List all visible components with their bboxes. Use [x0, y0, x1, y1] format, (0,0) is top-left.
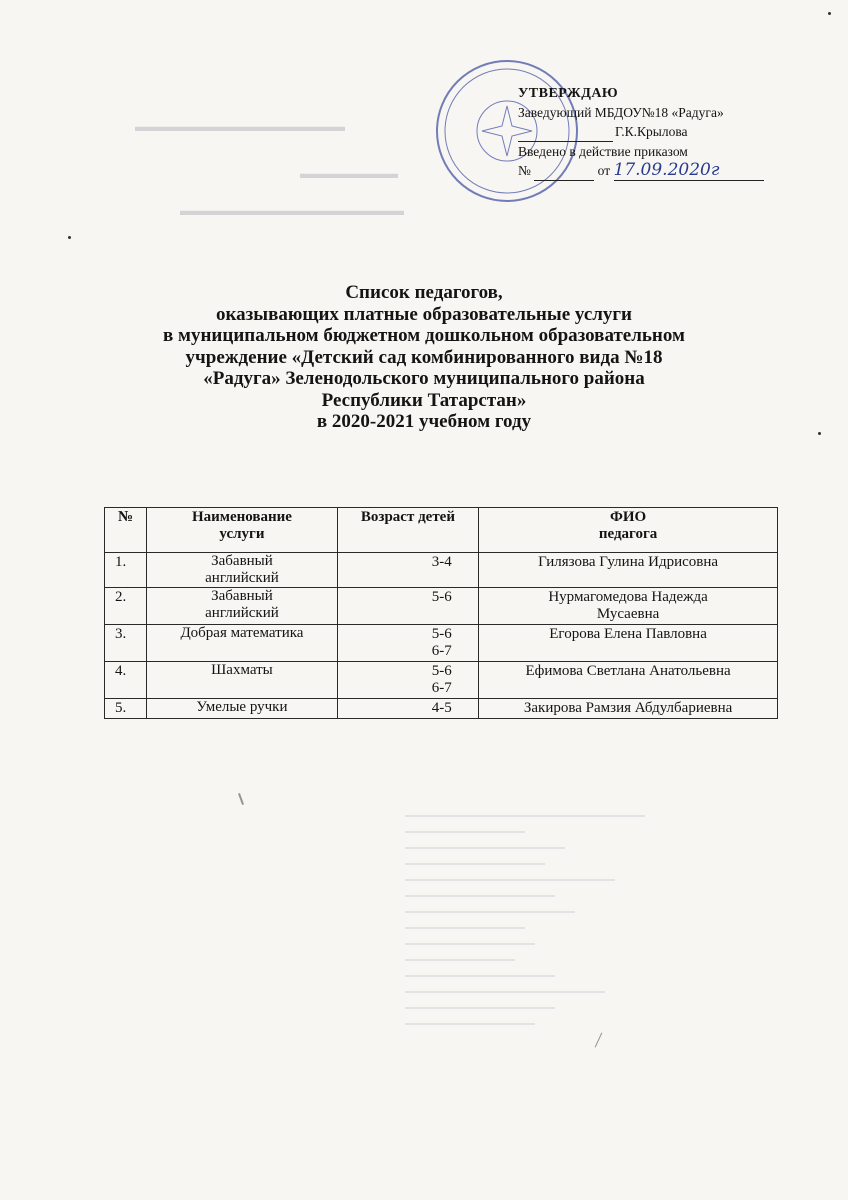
heading-line: Список педагогов, [345, 282, 503, 303]
scan-speck [818, 432, 821, 435]
age-line: 4-5 [431, 700, 452, 716]
service-line: английский [205, 570, 279, 586]
order-date-handwritten: 17.09.2020г [614, 161, 764, 181]
bleed-through-lines [405, 815, 705, 1039]
approval-block [518, 84, 818, 181]
row-service [147, 662, 338, 699]
age-line: 6-7 [431, 643, 452, 659]
service-line: Забавный [211, 588, 273, 604]
teachers-table [104, 507, 778, 719]
table-row [105, 588, 778, 625]
row-teacher [479, 553, 778, 588]
row-service [147, 625, 338, 662]
service-line: Умелые ручки [196, 699, 288, 715]
heading-line: оказывающих платные образовательные услуги [216, 303, 632, 325]
scan-speck [828, 12, 831, 15]
signature-line [518, 122, 613, 142]
heading-line: учреждение «Детский сад комбинированного вида №18 [185, 346, 663, 368]
heading-line: Республики Татарстан» [321, 389, 527, 411]
teacher-line: Закирова Рамзия Абдулбариевна [523, 700, 733, 716]
table-row [105, 625, 778, 662]
row-teacher [479, 625, 778, 662]
header-teacher-line: ФИО [609, 509, 647, 525]
teacher-line: Мусаевна [596, 606, 660, 622]
header-service [147, 508, 338, 553]
header-service-line: Наименование [191, 509, 292, 525]
row-service [147, 588, 338, 625]
service-line: Забавный [211, 553, 273, 569]
age-line: 3-4 [431, 554, 452, 570]
age-line: 5-6 [431, 663, 452, 679]
row-num: 5. [105, 699, 147, 719]
heading-line: в муниципальном бюджетном дошкольном образовательном [163, 325, 685, 346]
teacher-line: Ефимова Светлана Анатольевна [525, 663, 731, 679]
approval-title: УТВЕРЖДАЮ [518, 86, 619, 101]
age-line: 6-7 [431, 680, 452, 696]
header-age: Возраст детей [337, 508, 478, 553]
row-age [337, 553, 478, 588]
bleed-through-text: ▬▬▬▬▬▬▬ [300, 165, 398, 181]
table-header-row [105, 508, 778, 553]
row-num: 3. [105, 625, 147, 662]
table-row [105, 699, 778, 719]
header-teacher-line: педагога [598, 526, 658, 542]
teacher-line: Егорова Елена Павловна [549, 626, 707, 642]
heading-line: «Радуга» Зеленодольского муниципального района [203, 368, 645, 389]
header-teacher [479, 508, 778, 553]
header-num: № [105, 508, 147, 553]
order-number-line [534, 161, 594, 181]
approval-position: Заведующий МБДОУ№18 «Радуга» [518, 105, 724, 120]
table-row [105, 553, 778, 588]
approval-signature-row [518, 122, 818, 142]
row-teacher [479, 662, 778, 699]
bleed-through-text: ▬▬▬▬▬▬▬▬▬▬▬▬▬▬▬ [135, 118, 345, 134]
table-row [105, 662, 778, 699]
row-teacher [479, 588, 778, 625]
order-number-label: № [518, 163, 531, 178]
service-line: Добрая математика [180, 625, 304, 641]
row-age [337, 588, 478, 625]
row-age [337, 625, 478, 662]
row-service [147, 553, 338, 588]
row-teacher [479, 699, 778, 719]
service-line: Шахматы [211, 662, 273, 678]
age-line: 5-6 [431, 589, 452, 605]
bleed-through-text: ▬▬▬▬▬▬▬▬▬▬▬▬▬▬▬▬ [180, 202, 404, 218]
row-num: 1. [105, 553, 147, 588]
row-age [337, 662, 478, 699]
teacher-line: Нурмагомедова Надежда [548, 589, 708, 605]
row-service [147, 699, 338, 719]
approval-order-text: Введено в действие приказом [518, 144, 688, 159]
document-heading [60, 282, 788, 433]
teacher-line: Гилязова Гулина Идрисовна [538, 554, 719, 570]
approval-order-row [518, 161, 818, 181]
heading-line: в 2020-2021 учебном году [316, 411, 532, 432]
service-line: английский [205, 605, 279, 621]
header-service-line: услуги [219, 526, 265, 542]
approval-signer: Г.К.Крылова [615, 124, 688, 139]
row-num: 4. [105, 662, 147, 699]
row-num: 2. [105, 588, 147, 625]
order-from-label: от [597, 163, 611, 178]
scan-scratch [238, 793, 244, 805]
scan-speck [68, 236, 71, 239]
row-age [337, 699, 478, 719]
age-line: 5-6 [431, 626, 452, 642]
